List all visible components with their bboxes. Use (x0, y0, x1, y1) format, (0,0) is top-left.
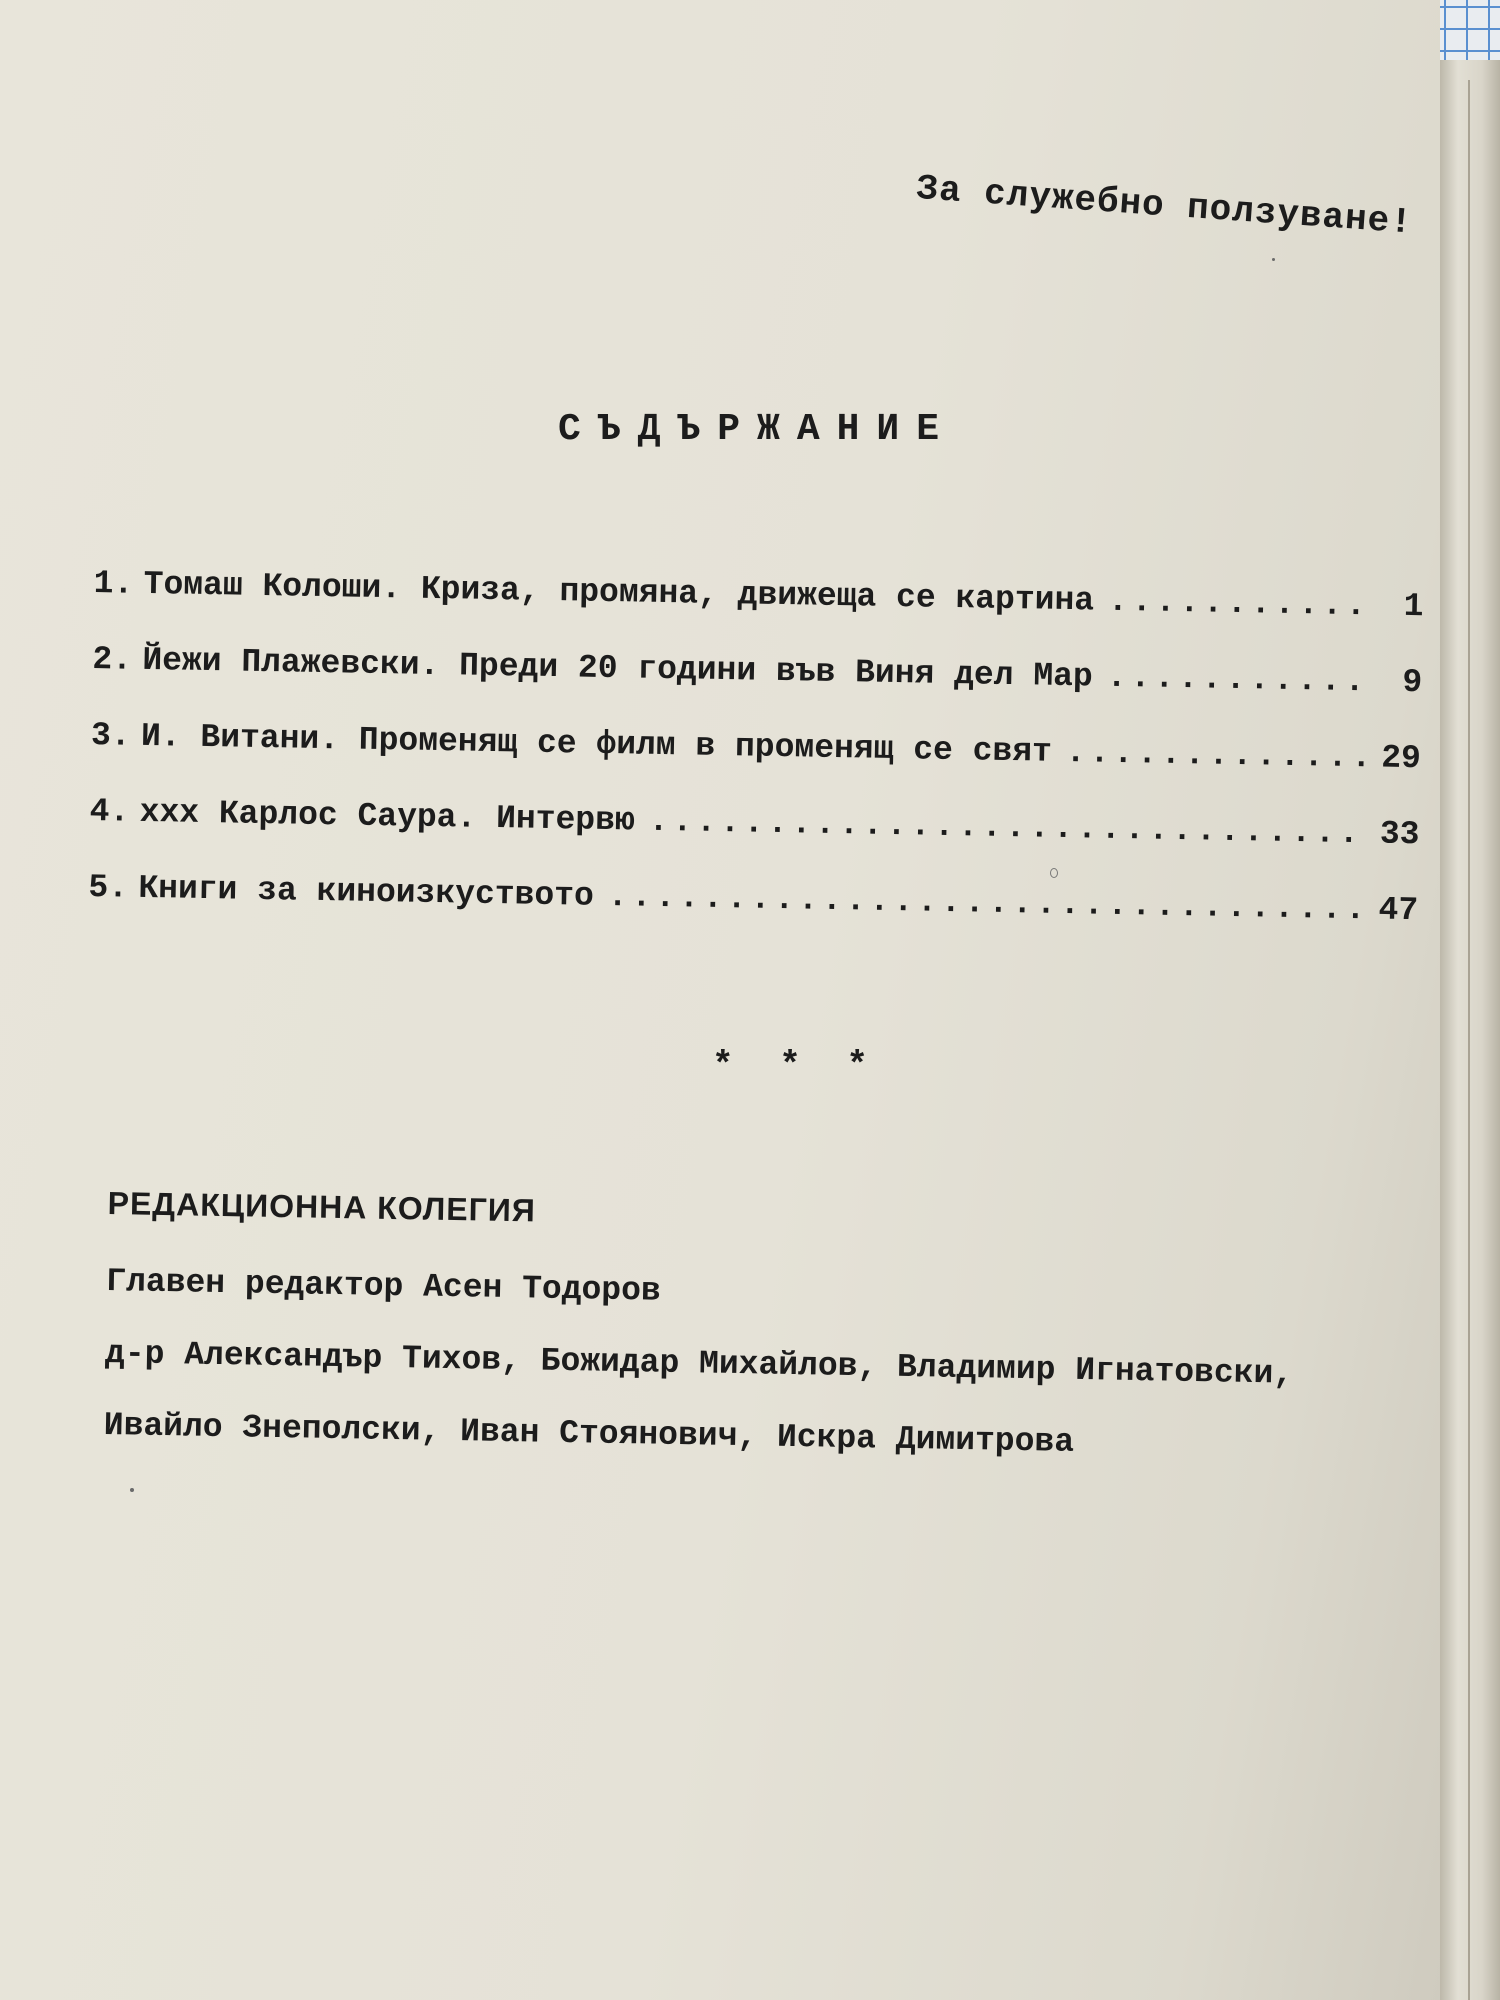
section-separator: * * * (712, 1045, 881, 1086)
toc-item-page: 29 (1380, 739, 1422, 778)
page-edge (1440, 0, 1500, 2000)
toc-item-page: 33 (1379, 815, 1420, 854)
toc-item-title: И. Витани. Променящ се филм в променящ се свят (140, 717, 1053, 771)
toc-item-title: Томаш Колоши. Криза, промяна, движеща се картина (143, 565, 1095, 620)
paper-speck (1272, 258, 1275, 261)
toc-item-page: 9 (1402, 663, 1423, 702)
editorial-board-heading: РЕДАКЦИОННА КОЛЕГИЯ (107, 1185, 537, 1229)
toc-item-title: Йежи Плажевски. Преди 20 години във Виня дел Мар (142, 641, 1094, 696)
toc-item-title: ххх Карлос Саура. Интервю (139, 793, 636, 840)
toc-item-page: 1 (1403, 587, 1424, 626)
table-of-contents (87, 565, 1423, 968)
toc-item-number: 1. (93, 565, 134, 603)
toc-item-title: Книги за киноизкуствoто (138, 869, 595, 915)
toc-item-number: 4. (89, 792, 130, 831)
board-members-line: д-р Александър Тихов, Божидар Михайлов, Владимир Игнатовски, (104, 1334, 1294, 1393)
toc-dot-leader (1106, 659, 1366, 701)
paper-speck (1050, 868, 1058, 878)
paper-speck (130, 1488, 134, 1492)
page-edge-line (1468, 80, 1470, 2000)
toc-dot-leader (1066, 734, 1366, 776)
restricted-use-note: За служебно ползуване! (915, 168, 1415, 244)
toc-item-number: 3. (90, 716, 131, 755)
grid-paper-corner (1440, 0, 1500, 60)
toc-dot-leader (1108, 583, 1368, 625)
editorial-board (103, 1185, 1296, 1500)
board-members-line: Ивайло Знеполски, Иван Стоянович, Искра Димитрова (103, 1406, 1075, 1461)
editor-in-chief-line: Главен редактор Асен Тодоров (105, 1262, 662, 1310)
toc-item-number: 2. (92, 640, 133, 679)
toc-item-number: 5. (88, 868, 129, 907)
toc-title: СЪДЪРЖАНИЕ (558, 408, 957, 451)
toc-item-page: 47 (1378, 891, 1419, 930)
